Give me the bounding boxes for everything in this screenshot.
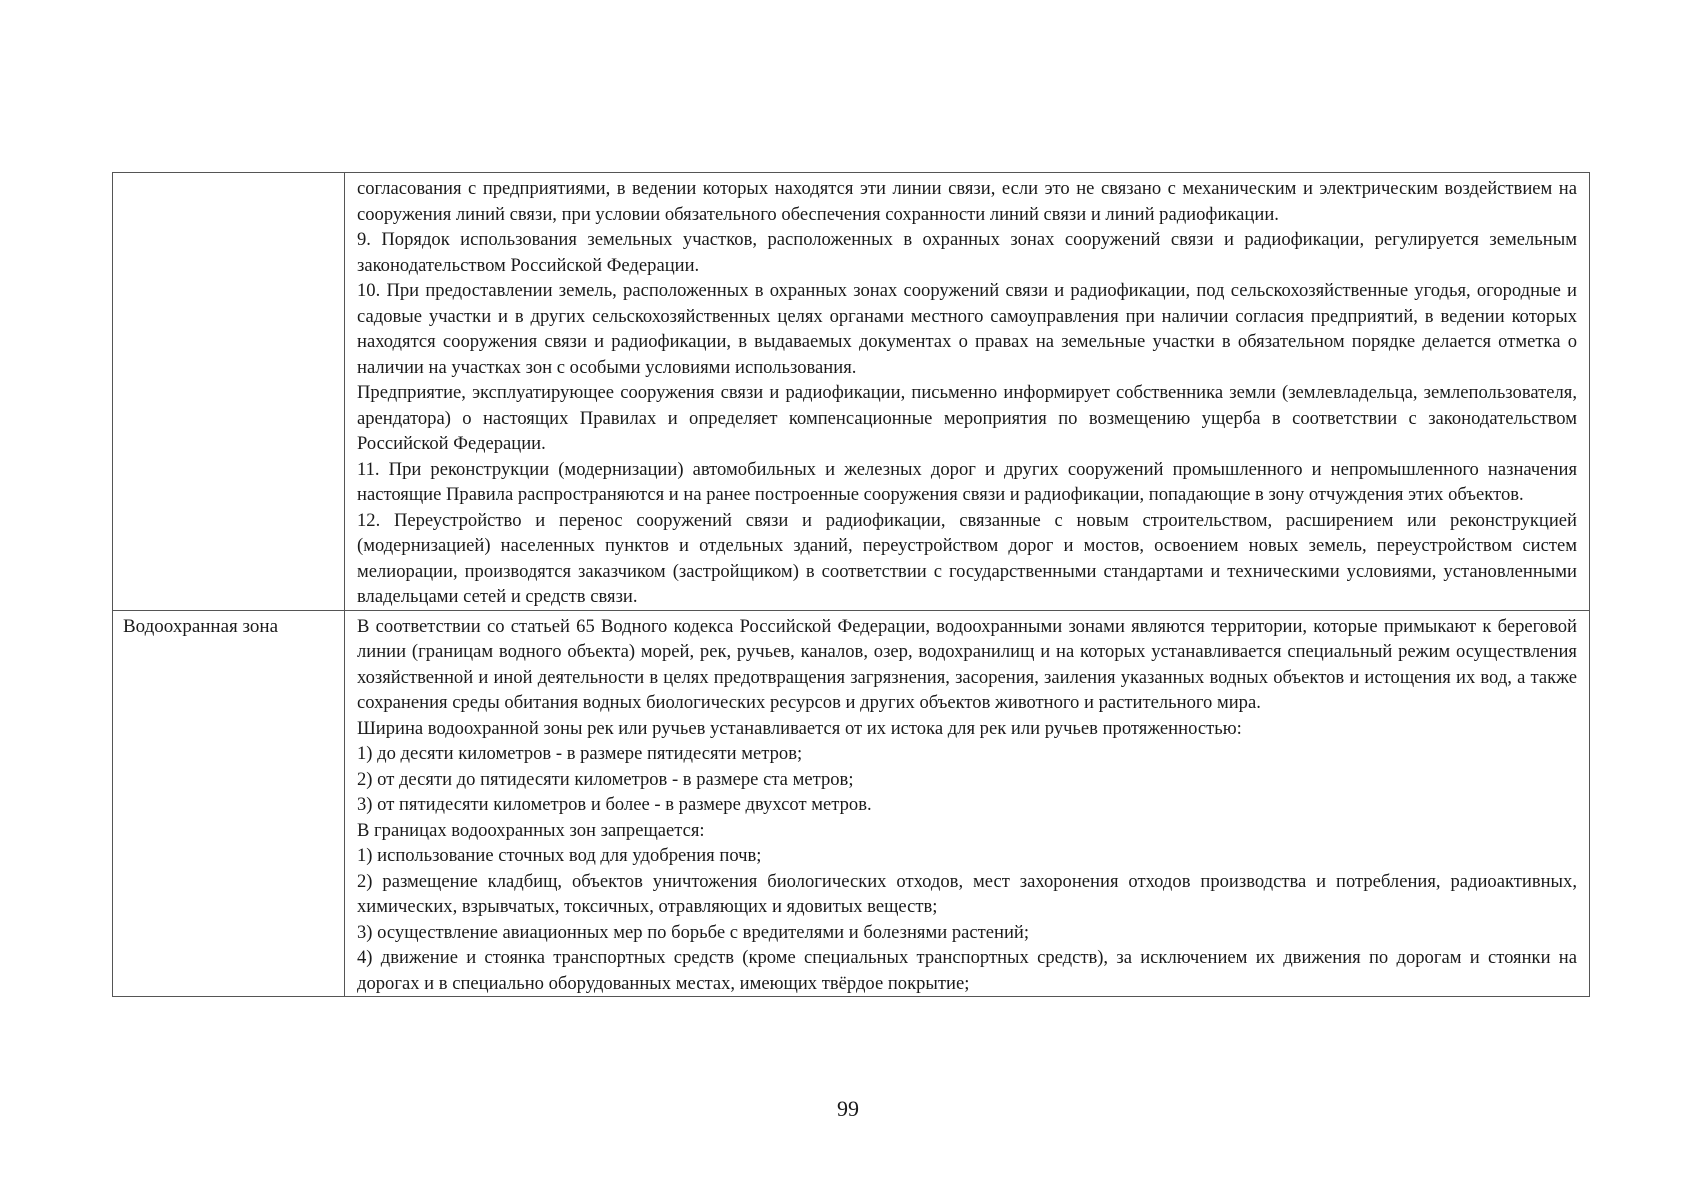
list-item: 2) от десяти до пятидесяти километров - в размере ста метров; (357, 768, 854, 790)
list-item: 1) до десяти километров - в размере пятидесяти метров; (357, 743, 803, 764)
list-item: 1) использование сточных вод для удобрения почв; (357, 845, 762, 866)
paragraph: 9. Порядок использования земельных участков, расположенных в охранных зонах сооружений связи и радиофикации, регулируется земельным законодательством Российской Федерации. (357, 229, 1577, 276)
zones-table (112, 172, 1590, 997)
zone-description-cell (345, 610, 1590, 997)
paragraph: 10. При предоставлении земель, расположенных в охранных зонах сооружений связи и радиофикации, под сельскохозяйственные угодья, огородные и садовые участки и в других сельскохозяйственных целях органами местного самоуправления при наличии согласия предприятий, в ведении которых находятся сооружения связи и радиофикации, в выдаваемых документах о правах на земельные участки в обязательном порядке делается отметка о наличии на участках зон с особыми условиями использования. (357, 280, 1577, 378)
paragraph: В соответствии со статьей 65 Водного кодекса Российской Федерации, водоохранными зонами являются территории, которые примыкают к береговой линии (границам водного объекта) морей, рек, ручьев, каналов, озер, водохранилищ и на которых устанавливается специальный режим осуществления хозяйственной и иной деятельности в целях предотвращения загрязнения, засорения, заиления указанных водных объектов и истощения их вод, а также сохранения среды обитания водных биологических ресурсов и других объектов животного и растительного мира. (357, 615, 1577, 713)
list-item: 4) движение и стоянка транспортных средств (кроме специальных транспортных средств), за исключением их движения по дорогам и стоянки на дорогах и в специально оборудованных местах, имеющих твёрдое покрытие; (357, 947, 1577, 994)
table-row-communications (113, 173, 1590, 611)
paragraph: 12. Переустройство и перенос сооружений связи и радиофикации, связанные с новым строительством, расширением или реконструкцией (модернизацией) населенных пунктов и отдельных зданий, переустройством дорог и мостов, освоением новых земель, переустройством систем мелиорации, производятся заказчиком (застройщиком) в соответствии с государственными стандартами и техническими условиями, установленными владельцами сетей и средств связи. (357, 509, 1577, 607)
zone-name: Водоохранная зона (123, 615, 279, 637)
list-item: 3) от пятидесяти километров и более - в размере двухсот метров. (357, 794, 872, 815)
list-item: 3) осуществление авиационных мер по борьбе с вредителями и болезнями растений; (357, 921, 1030, 943)
table-row-water-protection-zone (113, 610, 1590, 997)
zone-name-cell (113, 610, 345, 997)
zone-description-cell (345, 173, 1590, 611)
paragraph: Ширина водоохранной зоны рек или ручьев устанавливается от их истока для рек или ручьев протяженностью: (357, 717, 1242, 739)
paragraph: В границах водоохранных зон запрещается: (357, 819, 705, 841)
page-number: 99 (837, 1096, 859, 1121)
list-item: 2) размещение кладбищ, объектов уничтожения биологических отходов, мест захоронения отходов производства и потребления, радиоактивных, химических, взрывчатых, токсичных, отравляющих и ядовитых веществ; (357, 870, 1577, 917)
paragraph: согласования с предприятиями, в ведении которых находятся эти линии связи, если это не связано с механическим и электрическим воздействием на сооружения линий связи, при условии обязательного обеспечения сохранности линий связи и линий радиофикации. (357, 178, 1577, 225)
zone-name-cell (113, 173, 345, 611)
paragraph: 11. При реконструкции (модернизации) автомобильных и железных дорог и других сооружений промышленного и непромышленного назначения настоящие Правила распространяются и на ранее построенные сооружения связи и радиофикации, попадающие в зону отчуждения этих объектов. (357, 458, 1577, 505)
paragraph: Предприятие, эксплуатирующее сооружения связи и радиофикации, письменно информирует собственника земли (землевладельца, землепользователя, арендатора) о настоящих Правилах и определяет компенсационные мероприятия по возмещению ущерба в соответствии с законодательством Российской Федерации. (357, 382, 1577, 454)
